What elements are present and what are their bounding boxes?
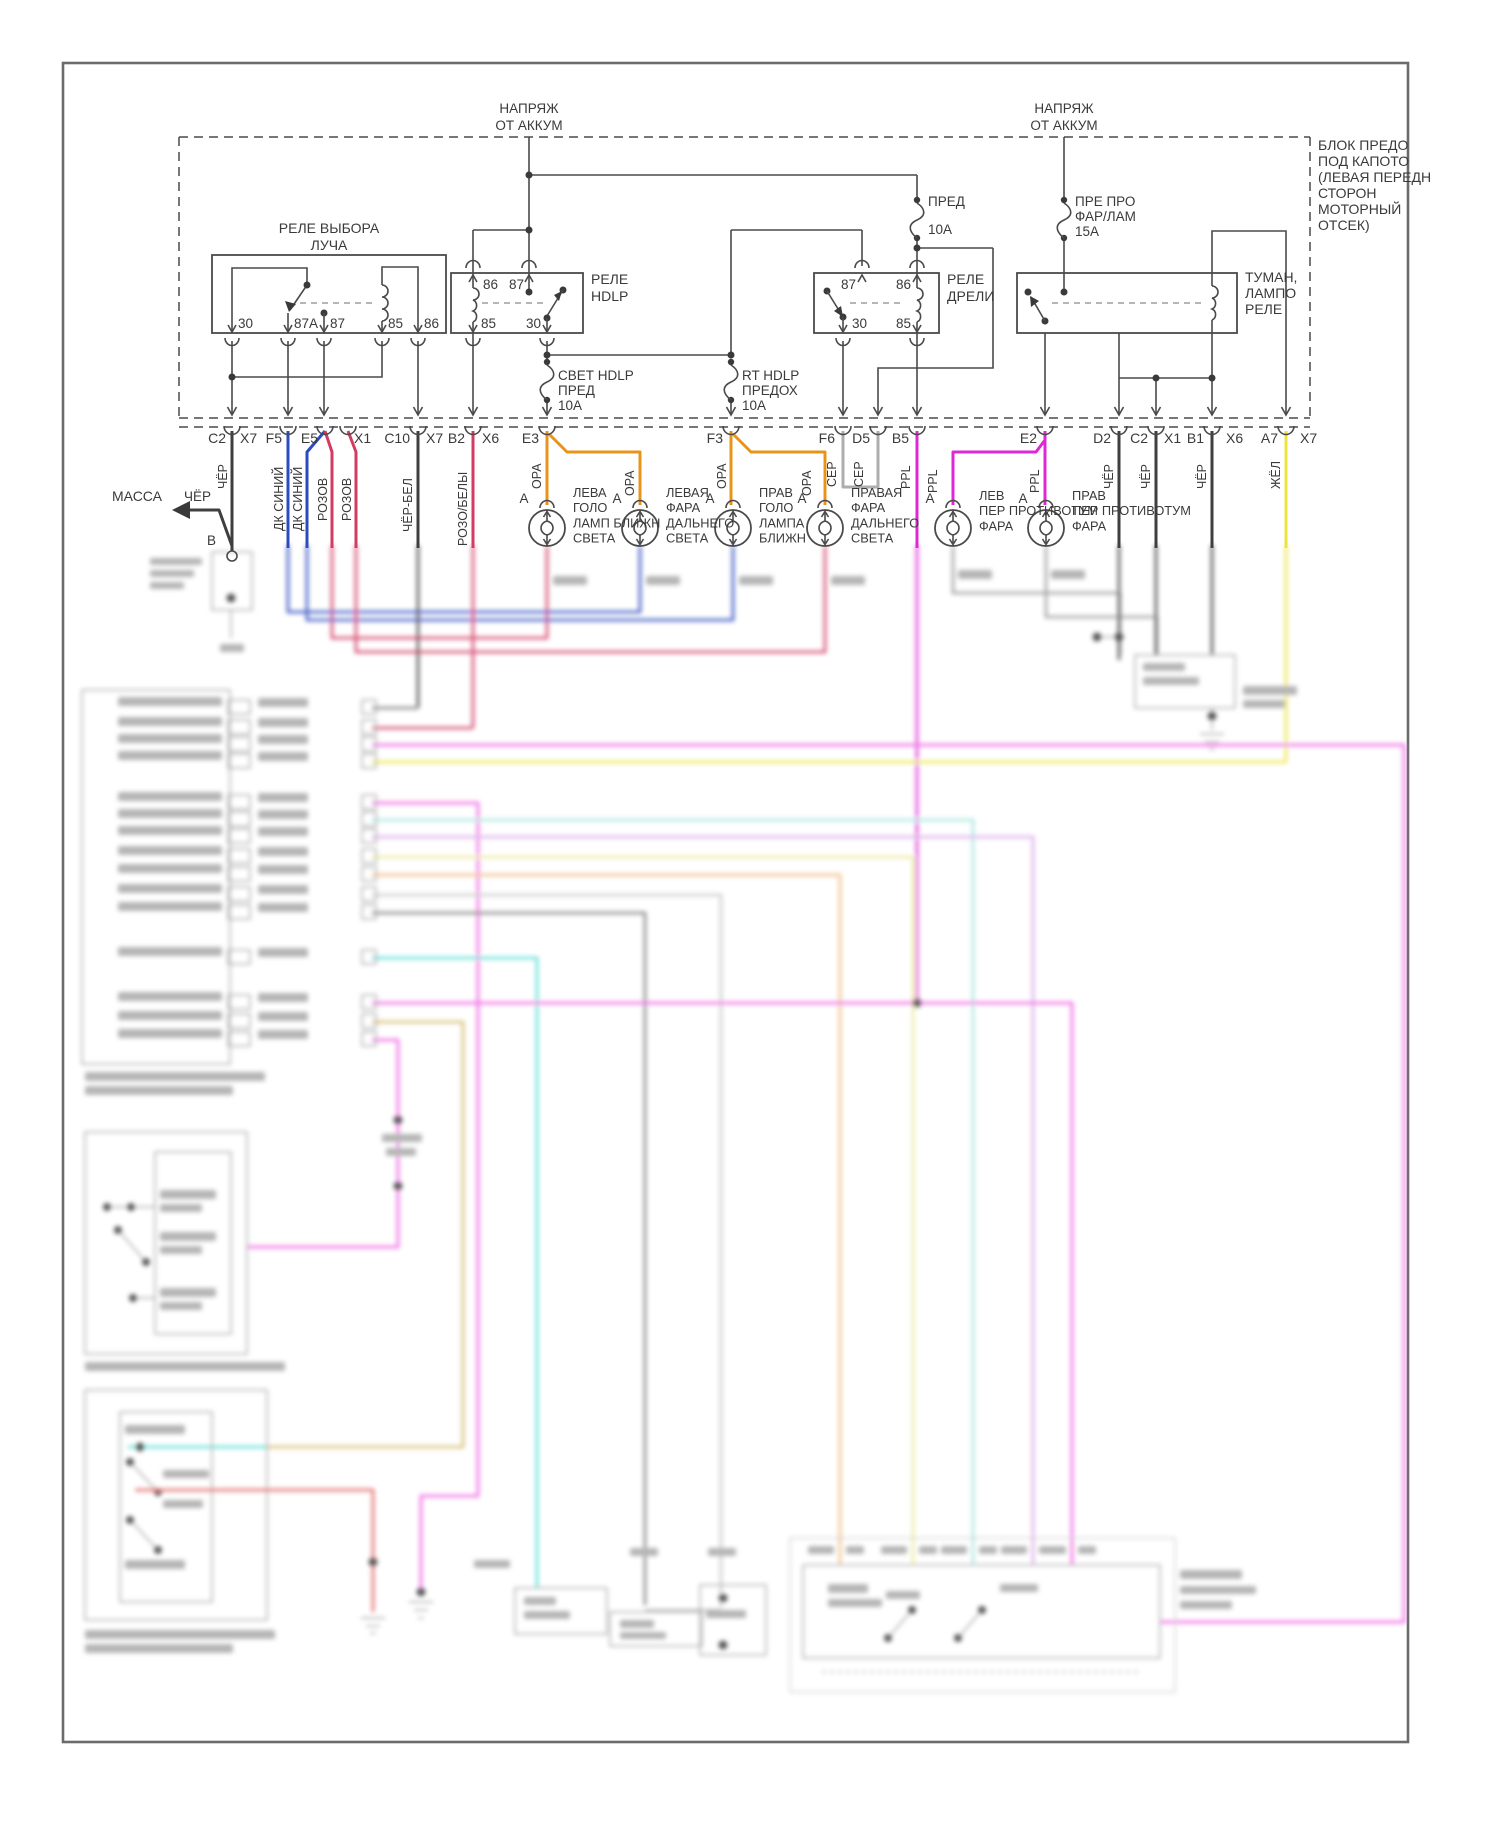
schematic-label: A7 [1260, 430, 1278, 446]
schematic-label: ПЕР ПРОТИВОТУМ [1072, 503, 1191, 519]
blurred-row-label [118, 792, 222, 801]
blurred-row-label [118, 1029, 222, 1038]
blurred-wire-label [258, 752, 308, 761]
schematic-label: СВЕТА [666, 530, 709, 546]
blurred-row-connector [228, 720, 250, 734]
blurred-row-connector [228, 867, 250, 881]
schematic-label: 87A [294, 316, 319, 331]
schematic-label: 15A [1075, 224, 1100, 239]
schematic-label: ФАРА [666, 500, 701, 516]
schematic-label: ТУМАН, [1245, 269, 1298, 285]
blurred-row-label [118, 884, 222, 893]
blurred-entry-label [808, 1546, 834, 1554]
schematic-label: РЕЛЕ [1245, 301, 1283, 317]
blurred-wire-label [258, 885, 308, 894]
schematic-label: F6 [818, 430, 835, 446]
fuse-symbol [724, 365, 738, 400]
blurred-wire-label [258, 698, 308, 707]
blurred-row-connector [228, 950, 250, 964]
blurred-wire-label [258, 1012, 308, 1021]
schematic-label: ГОЛО [759, 500, 794, 516]
schematic-label: НАПРЯЖ [499, 101, 559, 116]
schematic-label: ДК СИНИЙ [272, 466, 286, 531]
blurred-wire-label [258, 810, 308, 819]
schematic-label: А [797, 491, 807, 506]
blurred-row-connector [228, 1014, 250, 1028]
blurred-wire-label [258, 903, 308, 912]
schematic-label: ФАРА [851, 500, 886, 516]
fuse-symbol [1057, 203, 1071, 238]
schematic-label: БЛОК ПРЕДО [1318, 137, 1409, 153]
schematic-label: ПРЕД [558, 383, 595, 398]
blurred-wire-label [258, 827, 308, 836]
blurred-row-label [118, 1011, 222, 1020]
schematic-label: D5 [852, 430, 870, 446]
schematic-label: X7 [1300, 430, 1318, 446]
schematic-label: X7 [426, 430, 444, 446]
schematic-label: ОРА [623, 470, 637, 496]
schematic-label: ПРЕ ПРО [1075, 194, 1136, 209]
blurred-row-label [118, 697, 222, 706]
blurred-wire-label [258, 793, 308, 802]
schematic-label: ОРА [715, 463, 729, 489]
schematic-label: F3 [706, 430, 723, 446]
schematic-label: ДАЛЬНЕГО [851, 515, 920, 531]
schematic-label: ЧЁР-БЕЛ [401, 478, 415, 532]
schematic-label: (ЛЕВАЯ ПЕРЕДН [1318, 169, 1432, 185]
schematic-label: 30 [852, 316, 868, 331]
schematic-label: ЛЕВ [979, 488, 1005, 503]
schematic-label: РЕЛЕ [591, 271, 629, 287]
fuse-end-dot [1061, 197, 1067, 203]
schematic-label: А [1018, 491, 1028, 506]
blurred-row-label [118, 902, 222, 911]
schematic-label: E2 [1019, 430, 1037, 446]
schematic-label: D2 [1093, 430, 1111, 446]
schematic-label: ФАР/ЛАМ [1075, 209, 1136, 224]
schematic-label: ЧЁР [1195, 463, 1209, 489]
schematic-label: B5 [891, 430, 909, 446]
blurred-bottom-right-module [790, 1538, 1256, 1692]
schematic-label: 85 [895, 316, 911, 331]
blurred-entry-label [1040, 1546, 1066, 1554]
blurred-row-connector [228, 905, 250, 919]
blurred-row-label [118, 864, 222, 873]
lamp-return-wiring [288, 545, 1286, 1003]
schematic-label: X6 [1226, 430, 1244, 446]
schematic-label: ФАРА [979, 518, 1014, 534]
fuse-symbol [910, 203, 924, 238]
blurred-row-connector [228, 887, 250, 901]
schematic-label: ЖЁЛ [1269, 460, 1283, 489]
fuse-end-dot [914, 197, 920, 203]
schematic-label: ЧЁР [1139, 463, 1153, 489]
fuse-end-dot [544, 359, 550, 365]
blurred-entry-label [919, 1546, 937, 1554]
schematic-label: PPL [926, 469, 940, 493]
schematic-label: 10A [742, 398, 767, 413]
schematic-label: ДРЕЛИ [947, 288, 995, 304]
blurred-row-connector [228, 829, 250, 843]
blurred-entry-label [1001, 1546, 1027, 1554]
schematic-label: 87 [508, 277, 524, 292]
schematic-label: C10 [384, 430, 410, 446]
blurred-module-left [150, 552, 252, 652]
blurred-switch-box-1 [85, 1132, 285, 1371]
schematic-label: RT HDLP [742, 368, 800, 383]
fog-lamp-relay [1017, 231, 1286, 414]
schematic-label: МАССА [112, 488, 162, 504]
schematic-label: X1 [354, 430, 372, 446]
schematic-label: ОТ АККУМ [1030, 118, 1098, 133]
schematic-label: X7 [240, 430, 258, 446]
blurred-entry-label [941, 1546, 967, 1554]
battery-feed-1 [473, 137, 993, 414]
schematic-label: ОТ АККУМ [495, 118, 563, 133]
blurred-row-label [118, 992, 222, 1001]
schematic-label: ОРА [530, 463, 544, 489]
blurred-wire-label [258, 718, 308, 727]
schematic-label: B1 [1186, 430, 1204, 446]
blurred-row-label [118, 846, 222, 855]
lamp-terminal-arc [726, 501, 740, 508]
schematic-label: 86 [424, 316, 440, 331]
schematic-label: X1 [1164, 430, 1182, 446]
fog-return-and-ground-cluster [953, 545, 1297, 749]
schematic-label: СЕР [825, 461, 839, 487]
schematic-label: МОТОРНЫЙ [1318, 201, 1402, 217]
schematic-label: HDLP [591, 288, 629, 304]
blurred-wire-label [258, 865, 308, 874]
module-entry-labels [808, 1546, 1096, 1554]
schematic-label: ЛАМПО [1245, 285, 1297, 301]
blurred-row-connector [228, 995, 250, 1009]
schematic-label: 85 [481, 316, 497, 331]
schematic-label: СЕР [852, 461, 866, 487]
blurred-row-label [118, 717, 222, 726]
blurred-row-label [118, 947, 222, 956]
schematic-label: БЛИЖН [759, 530, 807, 546]
schematic-label: C2 [1130, 430, 1148, 446]
blurred-wire-label [258, 1030, 308, 1039]
schematic-label: ПРЕДОХ [742, 383, 798, 398]
blurred-switch-box-2 [85, 1390, 385, 1653]
schematic-label: ДК СИНИЙ [291, 466, 305, 531]
schematic-label: PPL [1028, 469, 1042, 493]
schematic-label: ФАРА [1072, 518, 1107, 534]
schematic-label: ГОЛО [573, 500, 608, 516]
blurred-row-connector [228, 737, 250, 751]
schematic-label: 30 [238, 316, 254, 331]
schematic-label: ЛАМПА [759, 515, 805, 531]
blurred-row-connector [228, 795, 250, 809]
schematic-label: СВЕТА [573, 530, 616, 546]
schematic-label: А [925, 491, 935, 506]
schematic-label: ЛЕВАЯ [666, 485, 709, 500]
blurred-schematic-region [82, 545, 1404, 1692]
schematic-label: ЛАМП БЛИЖН [573, 515, 661, 531]
blurred-row-label [118, 809, 222, 818]
schematic-label: 85 [388, 316, 404, 331]
lamp-filament [947, 521, 959, 535]
schematic-label: 87 [840, 277, 856, 292]
schematic-label: ПРАВ [759, 485, 793, 500]
blurred-row-connector [228, 849, 250, 863]
schematic-label: ЧЁР [1102, 463, 1116, 489]
blurred-row-connector [228, 812, 250, 826]
lamp-filament [1040, 521, 1052, 535]
schematic-label: ЧЁР [216, 463, 230, 489]
schematic-label: НАПРЯЖ [1034, 101, 1094, 116]
blurred-wire-label [258, 948, 308, 957]
schematic-label: ПЕР ПРОТИВОТУМ [979, 503, 1098, 519]
schematic-label: А [705, 491, 715, 506]
schematic-label: 87 [330, 316, 346, 331]
schematic-label: СВЕТА [851, 530, 894, 546]
schematic-label: ЧЁР [184, 489, 212, 504]
schematic-label: 10A [558, 398, 583, 413]
fuse-symbol [540, 365, 554, 400]
schematic-label: C2 [208, 430, 226, 446]
blurred-module-a-rows [118, 697, 376, 1046]
schematic-label: РОЗОВ [340, 477, 354, 521]
schematic-label: А [519, 491, 529, 506]
lamp-filament [541, 521, 553, 535]
drl-relay [731, 230, 939, 355]
schematic-label: E5 [300, 430, 318, 446]
blurred-wire-label [258, 993, 308, 1002]
schematic-labels [112, 101, 1431, 548]
schematic-label: РОЗОВ [316, 477, 330, 521]
blurred-row-label [118, 826, 222, 835]
schematic-label: ПРАВАЯ [851, 485, 903, 500]
schematic-label: 30 [525, 316, 541, 331]
fuse-end-dot [728, 359, 734, 365]
schematic-label: B2 [447, 430, 465, 446]
blurred-entry-label [881, 1546, 907, 1554]
schematic-label: PPL [899, 465, 913, 489]
schematic-label: B [206, 533, 216, 548]
schematic-label: ПОД КАПОТО [1318, 153, 1410, 169]
long-distribution-wires [128, 708, 1404, 1622]
blurred-row-label [118, 734, 222, 743]
blurred-wire-label [258, 735, 308, 744]
schematic-label: 86 [483, 277, 499, 292]
blurred-wire-label [258, 847, 308, 856]
schematic-label: РЕЛЕ [947, 271, 985, 287]
schematic-label: 86 [895, 277, 911, 292]
blurred-entry-label [846, 1546, 864, 1554]
schematic-label: А [612, 491, 622, 506]
schematic-label: ПРАВ [1072, 488, 1106, 503]
blurred-row-connector [228, 1032, 250, 1046]
schematic-label: ОРА [800, 470, 814, 496]
schematic-label: РОЗО/БЕЛЫ [456, 471, 470, 546]
schematic-label: E3 [521, 430, 539, 446]
blurred-row-connector [228, 700, 250, 714]
pin-arrow-up-icon [858, 275, 866, 282]
blurred-entry-label [979, 1546, 997, 1554]
schematic-label: X6 [482, 430, 500, 446]
blurred-row-label [118, 751, 222, 760]
schematic-label: ПРЕД [928, 194, 965, 209]
schematic-label: РЕЛЕ ВЫБОРА [278, 220, 380, 236]
schematic-label: ЛУЧА [310, 237, 348, 253]
blurred-entry-label [1078, 1546, 1096, 1554]
schematic-label: СВЕТ HDLP [558, 368, 634, 383]
schematic-label: 10A [928, 222, 953, 237]
schematic-label: ЛЕВА [573, 485, 607, 500]
schematic-label: СТОРОН [1318, 185, 1377, 201]
schematic-label: ОТСЕК) [1318, 217, 1370, 233]
schematic-label: F5 [265, 430, 282, 446]
blurred-row-connector [228, 754, 250, 768]
lamp-filament [819, 521, 831, 535]
schematic-label: ДАЛЬНЕГО [666, 515, 735, 531]
